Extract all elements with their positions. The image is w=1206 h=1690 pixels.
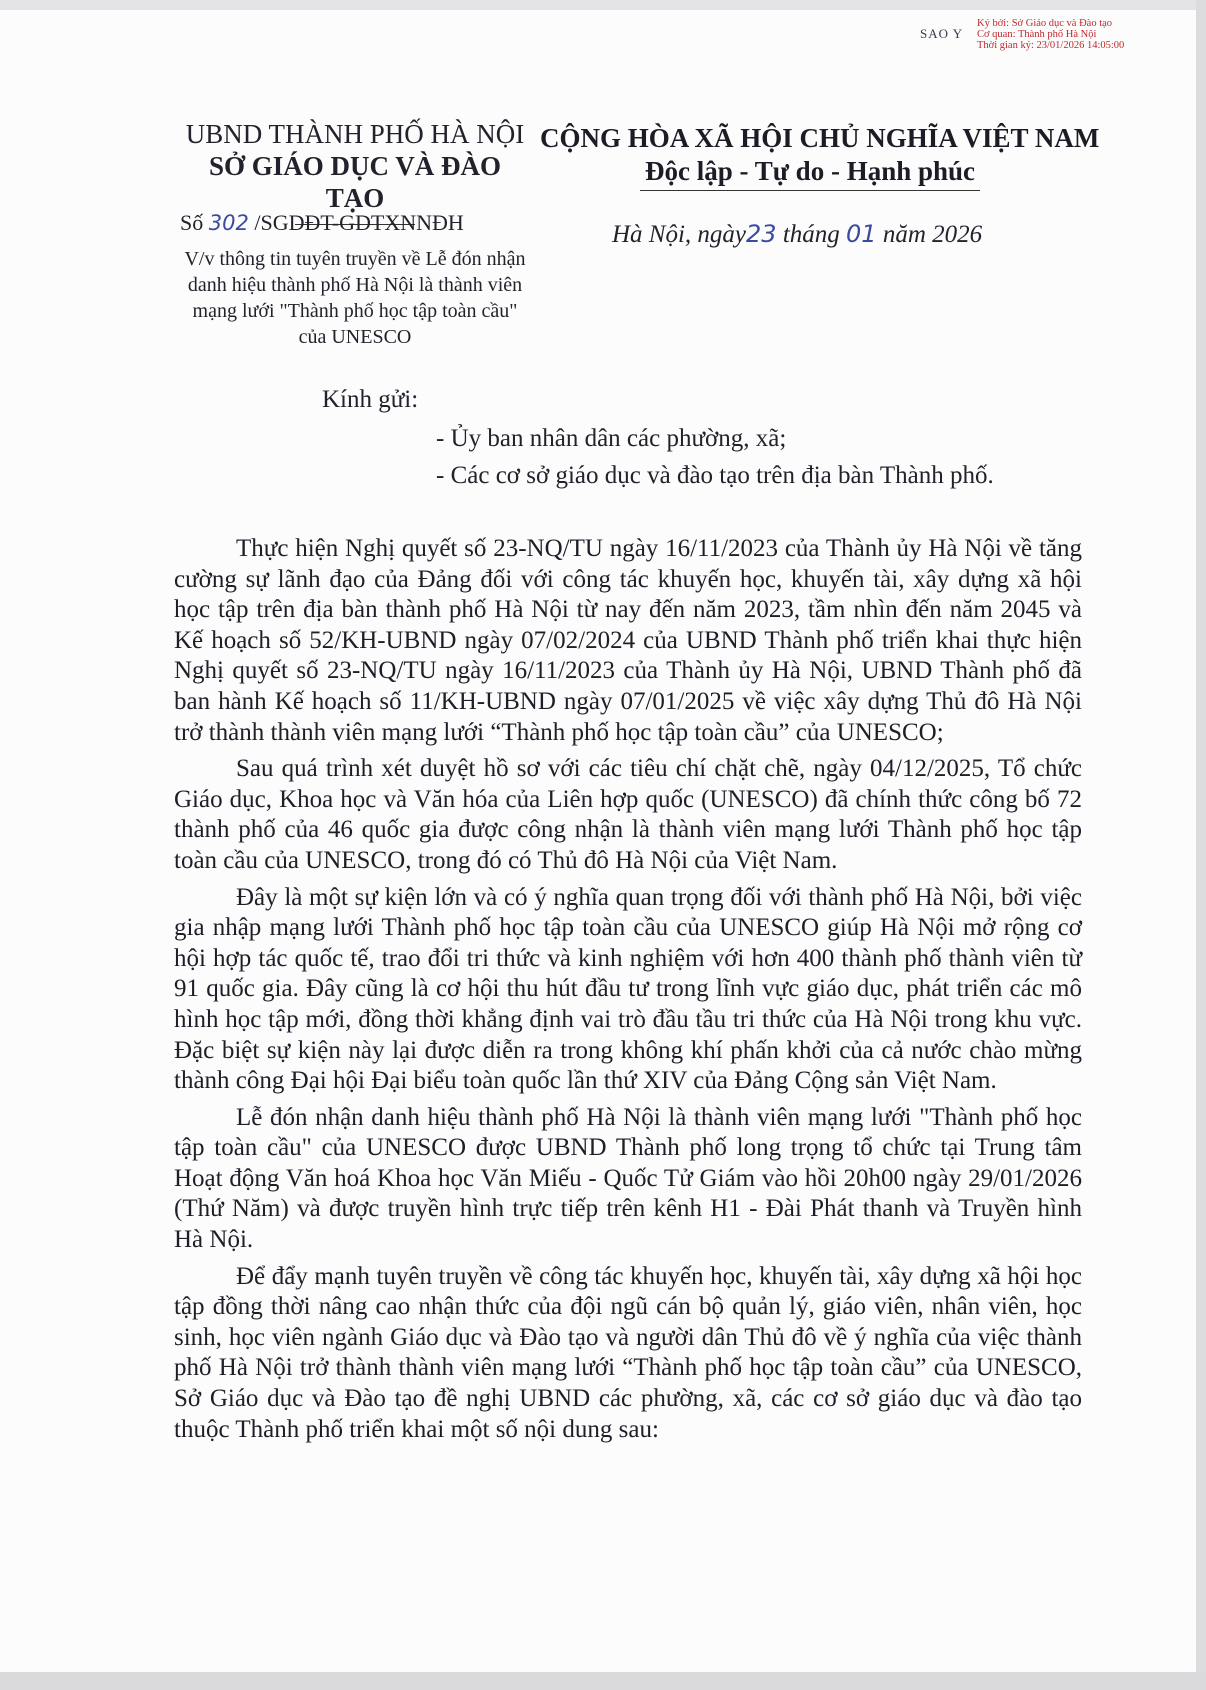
scan-edge-bottom — [0, 1672, 1206, 1690]
date-place: Hà Nội, ngày — [612, 221, 747, 248]
doc-number-handwritten: 302 — [208, 211, 249, 235]
nation-title: CỘNG HÒA XÃ HỘI CHỦ NGHĨA VIỆT NAM — [540, 123, 1100, 153]
department-name: SỞ GIÁO DỤC VÀ ĐÀO TẠO — [208, 151, 502, 213]
authority-name: UBND THÀNH PHỐ HÀ NỘI — [185, 119, 525, 149]
digital-signature-stamp — [920, 18, 1160, 62]
scan-edge-top — [0, 0, 1206, 10]
motto-underline — [640, 190, 980, 191]
body-paragraph: Đây là một sự kiện lớn và có ý nghĩa quan trọng đối với thành phố Hà Nội, bởi việc gia nhập mạng lưới Thành phố học tập toàn cầu của UNESCO giúp Hà Nội mở rộng cơ hội hợp tác quốc tế, trao đổi tri thức và kinh nghiệm với hơn 400 thành phố thành viên từ 91 quốc gia. Đây cũng là cơ hội thu hút đầu tư trong lĩnh vực giáo dục, phát triển các mô hình học tập mới, đồng thời khẳng định vai trò đầu tầu tri thức của Hà Nội trong khu vực. Đặc biệt sự kiện này lại được diễn ra trong không khí phấn khởi của cả nước chào mừng thành công Đại hội Đại biểu toàn quốc lần thứ XIV của Đảng Cộng sản Việt Nam. — [174, 883, 1082, 1095]
date-year: năm 2026 — [882, 221, 983, 248]
date-month-handwritten: 01 — [846, 220, 877, 248]
recipient-item: - Các cơ sở giáo dục và đào tạo trên địa bàn Thành phố. — [436, 462, 994, 489]
signed-by: Ký bởi: Sở Giáo dục và Đào tạo — [977, 18, 1113, 29]
body-paragraph: Lễ đón nhận danh hiệu thành phố Hà Nội là thành viên mạng lưới "Thành phố học tập toàn cầu" của UNESCO được UBND Thành phố long trọng tổ chức tại Trung tâm Hoạt động Văn hoá Khoa học Văn Miếu - Quốc Tử Giám vào hồi 20h00 ngày 29/01/2026 (Thứ Năm) và được truyền hình trực tiếp trên kênh H1 - Đài Phát thanh và Truyền hình Hà Nội. — [174, 1103, 1082, 1254]
place-and-date — [612, 220, 982, 249]
salutation: Kính gửi: — [322, 386, 419, 413]
scan-edge-right — [1196, 0, 1206, 1690]
doc-number-prefix: Số — [180, 210, 204, 235]
signed-time: Thời gian ký: 23/01/2026 14:05:00 — [977, 40, 1125, 51]
recipient-item: - Ủy ban nhân dân các phường, xã; — [436, 425, 787, 452]
body-paragraph: Sau quá trình xét duyệt hồ sơ với các tiêu chí chặt chẽ, ngày 04/12/2025, Tổ chức Giáo dục, Khoa học và Văn hóa của Liên hợp quốc (UNESCO) đã chính thức công bố 72 thành phố của 46 quốc gia được công nhận là thành viên mạng lưới Thành phố học tập toàn cầu của UNESCO, trong đó có Thủ đô Hà Nội của Việt Nam. — [174, 755, 1082, 874]
document-number — [180, 210, 530, 236]
date-month-label: tháng — [782, 221, 840, 248]
document-body — [174, 534, 1082, 1451]
document-subject: V/v thông tin tuyên truyền về Lễ đón nhận danh hiệu thành phố Hà Nội là thành viên mạng lưới "Thành phố học tập toàn cầu" của UNESCO — [184, 248, 526, 348]
signing-agency: Cơ quan: Thành phố Hà Nội — [977, 29, 1097, 40]
national-motto: Độc lập - Tự do - Hạnh phúc — [644, 156, 976, 186]
signature-info — [977, 18, 1124, 51]
body-paragraph: Thực hiện Nghị quyết số 23-NQ/TU ngày 16/11/2023 của Thành ủy Hà Nội về tăng cường sự lãnh đạo của Đảng đối với công tác khuyến học, khuyến tài, xây dựng xã hội học tập trên địa bàn thành phố Hà Nội từ nay đến năm 2023, tầm nhìn đến năm 2045 và Kế hoạch số 52/KH-UBND ngày 07/02/2024 của UBND Thành phố triển khai thực hiện Nghị quyết số 23-NQ/TU ngày 16/11/2023 của Thành ủy Hà Nội, UBND Thành phố đã ban hành Kế hoạch số 11/KH-UBND ngày 07/01/2025 về việc xây dựng Thủ đô Hà Nội trở thành thành viên mạng lưới “Thành phố học tập toàn cầu” của UNESCO; — [174, 535, 1082, 746]
doc-number-suffix: /SGDĐT-GDTXNNĐH — [254, 210, 464, 235]
date-day-handwritten: 23 — [746, 220, 777, 248]
issuing-authority-header — [180, 118, 530, 225]
copy-label: SAO Y — [920, 26, 964, 41]
recipient-list — [436, 420, 994, 494]
national-header — [540, 122, 1100, 191]
body-paragraph: Để đẩy mạnh tuyên truyền về công tác khuyến học, khuyến tài, xây dựng xã hội học tập đồng thời nâng cao nhận thức của đội ngũ cán bộ quản lý, giáo viên, nhân viên, học sinh, học viên ngành Giáo dục và Đào tạo và người dân Thủ đô về ý nghĩa của việc thành phố Hà Nội trở thành thành viên mạng lưới “Thành phố học tập toàn cầu” của UNESCO, Sở Giáo dục và Đào tạo đề nghị UBND các phường, xã, các cơ sở giáo dục và đào tạo thuộc Thành phố triển khai một số nội dung sau: — [174, 1262, 1082, 1443]
